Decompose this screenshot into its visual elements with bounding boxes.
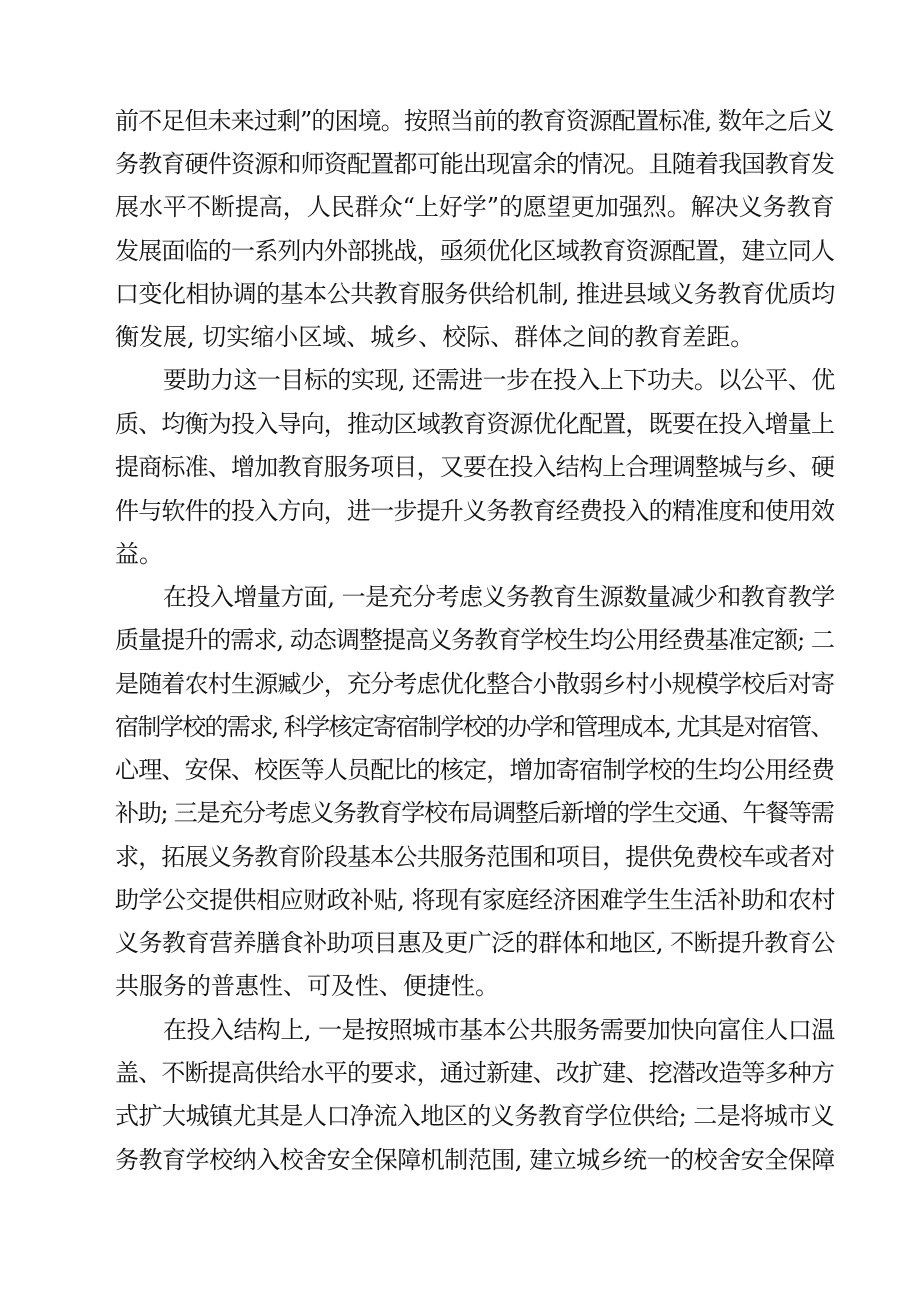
paragraph-line: 件与软件的投入方向，进一步提升义务教育经费投入的精准度和使用效 bbox=[115, 497, 835, 525]
paragraph-line: 提商标准、增加教育服务项目，又要在投入结构上合理调整城与乡、硬 bbox=[115, 453, 835, 481]
paragraph-line: 求，拓展义务教育阶段基本公共服务范围和项目，提供免费校车或者对 bbox=[115, 843, 835, 871]
paragraph-line: 质量提升的需求, 动态调整提高义务教育学校生均公用经费基准定额; 二 bbox=[115, 626, 835, 654]
paragraph-line: 前不足但未来过剩”的困境。按照当前的教育资源配置标准, 数年之后义 bbox=[115, 107, 834, 135]
paragraph-line: 式扩大城镇尤其是人口净流入地区的义务教育学位供给; 二是将城市义 bbox=[115, 1102, 835, 1130]
paragraph-line: 在投入结构上, 一是按照城市基本公共服务需要加快向富住人口温 bbox=[163, 1016, 835, 1044]
paragraph-line: 务教育学校纳入校舍安全保障机制范围, 建立城乡统一的校舍安全保障 bbox=[115, 1146, 835, 1174]
paragraph-line: 务教育硬件资源和师资配置都可能出现富余的情况。且随着我国教育发 bbox=[115, 150, 835, 178]
paragraph-line: 助学公交提供相应财政补贴, 将现有家庭经济困难学生生活补助和农村 bbox=[115, 886, 835, 914]
paragraph-line: 是随着农村生源臧少，充分考虑优化整合小散弱乡村小规模学校后对寄 bbox=[115, 670, 835, 698]
paragraph-line: 质、均衡为投入导向，推动区域教育资源优化配置，既要在投入增量上 bbox=[115, 410, 835, 438]
paragraph-line: 在投入增量方面, 一是充分考虑义务教育生源数量减少和教育教学 bbox=[163, 583, 835, 611]
paragraph-line: 益。 bbox=[115, 540, 163, 568]
paragraph-line: 补助; 三是充分考虑义务教育学校布局调整后新增的学生交通、午餐等需 bbox=[115, 799, 834, 827]
paragraph-line: 口变化相协调的基本公共教育服务供给机制, 推进县域义务教育优质均 bbox=[115, 280, 835, 308]
paragraph-line: 共服务的普惠性、可及性、便捷性。 bbox=[115, 972, 499, 1000]
paragraph-line: 衡发展, 切实缩小区域、城乡、校际、群体之间的教育差距。 bbox=[115, 323, 755, 351]
paragraph-line: 义务教育营养膳食补助项目惠及更广泛的群体和地区, 不断提升教育公 bbox=[115, 929, 835, 957]
paragraph-line: 要助力这一目标的实现, 还需进一步在投入上下功夫。以公平、优 bbox=[163, 366, 835, 394]
paragraph-line: 发展面临的一系列内外部挑战，亟须优化区域教育资源配置，建立同人 bbox=[115, 237, 835, 265]
paragraph-line: 宿制学校的需求, 科学核定寄宿制学校的办学和管理成本, 尤其是对宿管、 bbox=[115, 713, 833, 741]
paragraph-line: 心理、安保、校医等人员配比的核定，增加寄宿制学校的生均公用经费 bbox=[115, 756, 835, 784]
paragraph-line: 展水平不断提高，人民群众“上好学”的愿望更加强烈。解决义务教育 bbox=[115, 193, 835, 221]
paragraph-line: 盖、不断提高供给水平的要求，通过新建、改扩建、挖潜改造等多种方 bbox=[115, 1059, 835, 1087]
